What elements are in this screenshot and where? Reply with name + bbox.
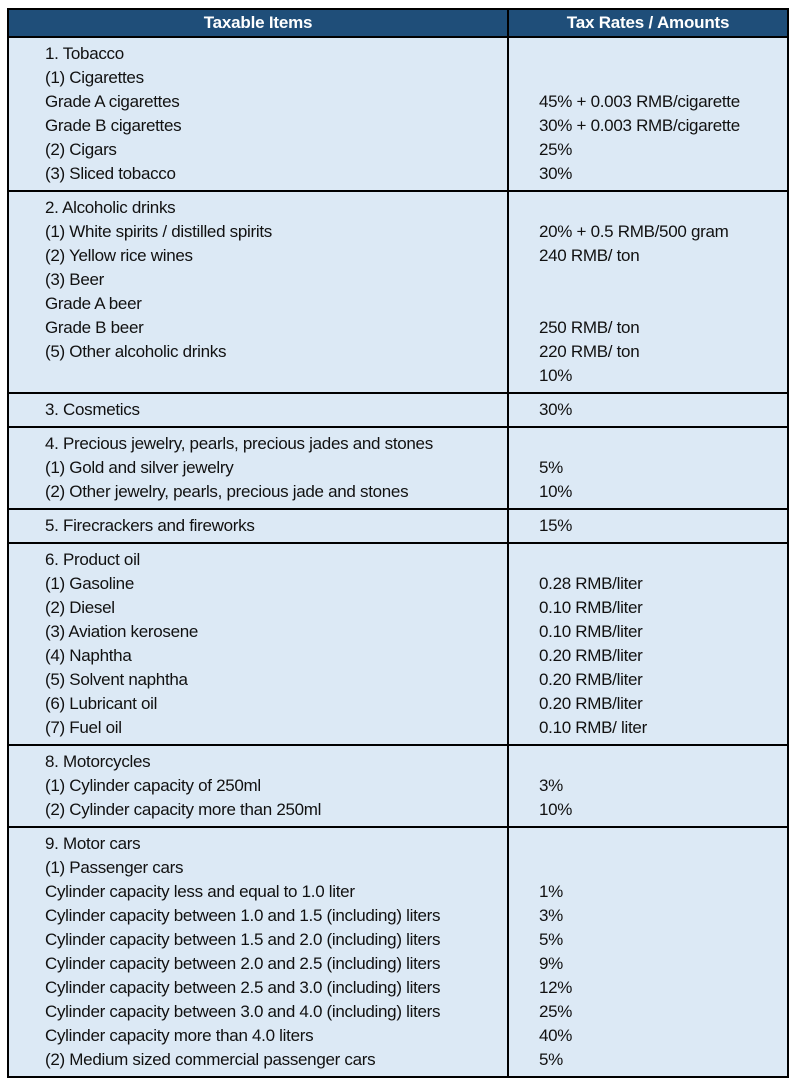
table-row — [8, 268, 788, 292]
taxable-item-cell: (2) Cigars — [8, 138, 508, 162]
tax-rate-cell — [508, 292, 788, 316]
taxable-item-cell: Cylinder capacity between 3.0 and 4.0 (including) liters — [8, 1000, 508, 1024]
tax-rate-cell: 40% — [539, 1026, 573, 1045]
taxable-item-cell: 2. Alcoholic drinks — [8, 191, 508, 220]
taxable-item-cell: Grade B beer — [8, 316, 508, 340]
table-row — [8, 37, 788, 66]
table-row — [8, 480, 788, 509]
table-row — [8, 827, 788, 856]
table-row — [8, 692, 788, 716]
tax-rate-cell: 25% — [539, 140, 573, 159]
taxable-item-cell: Cylinder capacity more than 4.0 liters — [8, 1024, 508, 1048]
taxable-item-cell: (2) Yellow rice wines — [8, 244, 508, 268]
tax-rate-cell: 240 RMB/ ton — [539, 246, 640, 265]
tax-rate-cell: 9% — [539, 954, 563, 973]
taxable-item-cell: (4) Naphtha — [8, 644, 508, 668]
table-row — [8, 220, 788, 244]
table-row — [8, 644, 788, 668]
table-row — [8, 427, 788, 456]
taxable-item-cell: (1) Gasoline — [8, 572, 508, 596]
taxable-item-cell: (2) Medium sized commercial passenger cars — [8, 1048, 508, 1077]
taxable-item-cell: (1) Gold and silver jewelry — [8, 456, 508, 480]
table-row — [8, 90, 788, 114]
taxable-item-cell: (2) Cylinder capacity more than 250ml — [8, 798, 508, 827]
table-row — [8, 716, 788, 745]
taxable-item-cell: Cylinder capacity between 1.0 and 1.5 (including) liters — [8, 904, 508, 928]
table-row — [8, 904, 788, 928]
tax-rate-cell: 12% — [539, 978, 573, 997]
taxable-item-cell: 5. Firecrackers and fireworks — [8, 509, 508, 543]
table-row — [8, 316, 788, 340]
table-row — [8, 798, 788, 827]
taxable-item-cell: (3) Sliced tobacco — [8, 162, 508, 191]
header-row — [8, 9, 788, 37]
tax-rate-cell: 20% + 0.5 RMB/500 gram — [539, 222, 729, 241]
table-row — [8, 856, 788, 880]
tax-rate-cell — [508, 543, 788, 572]
table-row — [8, 138, 788, 162]
taxable-item-cell: 8. Motorcycles — [8, 745, 508, 774]
taxable-item-cell: 9. Motor cars — [8, 827, 508, 856]
table-row — [8, 244, 788, 268]
table-row — [8, 364, 788, 393]
table-row — [8, 1024, 788, 1048]
tax-rate-cell: 5% — [539, 458, 563, 477]
table-body — [8, 37, 788, 1077]
tax-rate-cell: 10% — [539, 482, 573, 501]
taxable-item-cell: 4. Precious jewelry, pearls, precious jades and stones — [8, 427, 508, 456]
taxable-item-cell: (3) Aviation kerosene — [8, 620, 508, 644]
tax-rate-cell: 45% + 0.003 RMB/cigarette — [539, 92, 740, 111]
table-row — [8, 1048, 788, 1077]
taxable-item-cell: Grade B cigarettes — [8, 114, 508, 138]
tax-rate-cell — [508, 66, 788, 90]
table-row — [8, 928, 788, 952]
table-row — [8, 543, 788, 572]
taxable-item-cell: Cylinder capacity between 1.5 and 2.0 (including) liters — [8, 928, 508, 952]
tax-rate-cell: 3% — [539, 906, 563, 925]
tax-rate-cell: 220 RMB/ ton — [539, 342, 640, 361]
taxable-item-cell: Cylinder capacity between 2.0 and 2.5 (including) liters — [8, 952, 508, 976]
tax-rate-cell: 0.10 RMB/liter — [539, 622, 643, 641]
taxable-item-cell: (2) Other jewelry, pearls, precious jade and stones — [8, 480, 508, 509]
table-row — [8, 162, 788, 191]
taxable-item-cell — [8, 364, 508, 393]
table-row — [8, 191, 788, 220]
tax-rate-cell: 0.10 RMB/liter — [539, 598, 643, 617]
table-row — [8, 114, 788, 138]
tax-rate-cell: 250 RMB/ ton — [539, 318, 640, 337]
tax-rates-table — [7, 8, 789, 1078]
tax-rate-cell: 5% — [539, 930, 563, 949]
taxable-item-cell: 6. Product oil — [8, 543, 508, 572]
table-row — [8, 596, 788, 620]
table-row — [8, 572, 788, 596]
table-row — [8, 1000, 788, 1024]
taxable-item-cell: (5) Other alcoholic drinks — [8, 340, 508, 364]
tax-rate-cell — [508, 856, 788, 880]
taxable-item-cell: Cylinder capacity between 2.5 and 3.0 (including) liters — [8, 976, 508, 1000]
table-row — [8, 976, 788, 1000]
table-row — [8, 509, 788, 543]
taxable-item-cell: (5) Solvent naphtha — [8, 668, 508, 692]
tax-rate-cell: 0.20 RMB/liter — [539, 670, 643, 689]
table-row — [8, 668, 788, 692]
tax-rate-cell: 30% — [539, 164, 573, 183]
tax-rate-cell: 0.20 RMB/liter — [539, 694, 643, 713]
tax-rate-cell: 10% — [539, 366, 573, 385]
table-row — [8, 620, 788, 644]
tax-rate-cell: 0.10 RMB/ liter — [539, 718, 647, 737]
tax-rate-cell — [508, 745, 788, 774]
tax-rate-cell: 1% — [539, 882, 563, 901]
tax-rate-cell: 10% — [539, 800, 573, 819]
taxable-item-cell: (6) Lubricant oil — [8, 692, 508, 716]
tax-rate-cell: 5% — [539, 1050, 563, 1069]
tax-rate-cell: 0.28 RMB/liter — [539, 574, 643, 593]
tax-rate-cell — [508, 827, 788, 856]
tax-rate-cell: 15% — [508, 509, 788, 543]
column-header-tax-rates: Tax Rates / Amounts — [508, 9, 788, 37]
tax-rate-cell: 3% — [539, 776, 563, 795]
tax-rate-cell — [508, 427, 788, 456]
table-row — [8, 952, 788, 976]
table-row — [8, 456, 788, 480]
taxable-item-cell: (1) Cylinder capacity of 250ml — [8, 774, 508, 798]
table-row — [8, 774, 788, 798]
taxable-item-cell: 1. Tobacco — [8, 37, 508, 66]
taxable-item-cell: (2) Diesel — [8, 596, 508, 620]
table-row — [8, 292, 788, 316]
taxable-item-cell: (3) Beer — [8, 268, 508, 292]
table-row — [8, 880, 788, 904]
table-row — [8, 745, 788, 774]
table-row — [8, 393, 788, 427]
tax-rate-cell — [508, 268, 788, 292]
tax-rate-cell: 30% — [508, 393, 788, 427]
taxable-item-cell: (7) Fuel oil — [8, 716, 508, 745]
taxable-item-cell: Grade A beer — [8, 292, 508, 316]
tax-rate-cell: 25% — [539, 1002, 573, 1021]
tax-rate-cell: 0.20 RMB/liter — [539, 646, 643, 665]
taxable-item-cell: 3. Cosmetics — [8, 393, 508, 427]
tax-rate-cell — [508, 191, 788, 220]
taxable-item-cell: Cylinder capacity less and equal to 1.0 liter — [8, 880, 508, 904]
tax-rate-cell: 30% + 0.003 RMB/cigarette — [539, 116, 740, 135]
column-header-taxable-items: Taxable Items — [8, 9, 508, 37]
taxable-item-cell: (1) Cigarettes — [8, 66, 508, 90]
taxable-item-cell: (1) White spirits / distilled spirits — [8, 220, 508, 244]
table-row — [8, 340, 788, 364]
taxable-item-cell: Grade A cigarettes — [8, 90, 508, 114]
table-row — [8, 66, 788, 90]
tax-rate-cell — [508, 37, 788, 66]
taxable-item-cell: (1) Passenger cars — [8, 856, 508, 880]
